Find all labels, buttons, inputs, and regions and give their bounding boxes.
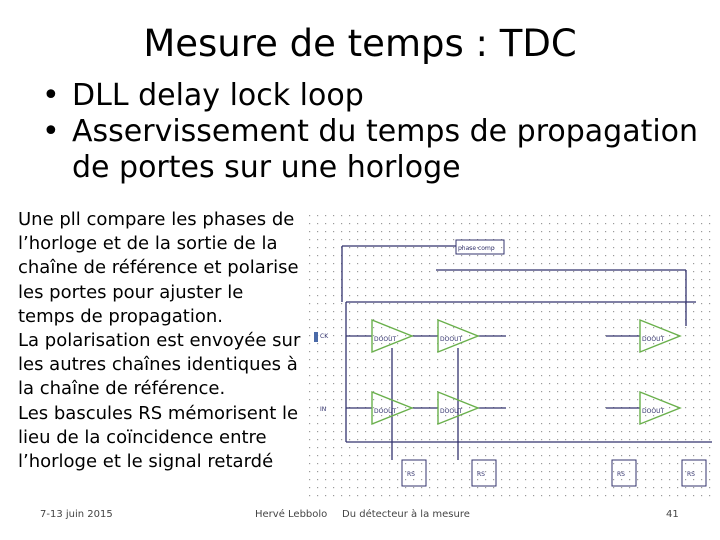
footer-topic: Du détecteur à la mesure [342,509,470,520]
buffer-label: DOOUT [642,336,665,343]
description-line: les autres chaînes identiques à [18,354,298,376]
pin-marker [314,332,318,342]
footer-author: Hervé Lebbolo [255,509,328,520]
bullet-dot: • [42,78,60,113]
description-line: lieu de la coïncidence entre [18,426,267,448]
buffer-label: DOOUT [374,336,397,343]
buffer-label: DOOUT [440,408,463,415]
bullet-text: Asservissement du temps de propagation [72,114,699,149]
description-line: Les bascules RS mémorisent le [18,402,299,424]
buffer-label: DOOUT [642,408,665,415]
slide-title: Mesure de temps : TDC [143,22,577,65]
description-line: La polarisation est envoyée sur [18,330,301,352]
rs-latch-label: RS [477,471,485,478]
description-line: temps de propagation. [18,305,223,327]
phase-comparator-label: phase comp [458,245,495,252]
bullet-item [42,114,712,186]
dll-schematic [306,212,712,500]
description-line: chaîne de référence et polarise [18,257,299,279]
description-line: les portes pour ajuster le [18,281,244,303]
page-number: 41 [666,509,679,520]
description-line: l’horloge et le signal retardé [18,451,274,473]
rs-latch-label: RS [407,471,415,478]
schematic-grid [306,212,712,500]
footer-date: 7-13 juin 2015 [40,509,113,520]
pin-label: IN [320,406,327,413]
description-line: Une pll compare les phases de [18,209,295,230]
rs-latch-label: RS [687,471,695,478]
rs-latch-label: RS [617,471,625,478]
buffer-label: DOOUT [374,408,397,415]
bullet-item [42,78,712,114]
bullet-dot: • [42,114,60,149]
pin-label: CK [320,333,329,340]
description-text [18,208,318,474]
description-line: l’horloge et de la sortie de la [18,233,278,255]
bullet-text: DLL delay lock loop [72,78,364,113]
description-line: la chaîne de référence. [18,378,226,400]
bullet-list [42,78,712,186]
bullet-text-continued: de portes sur une horloge [72,150,461,185]
buffer-label: DOOUT [440,336,463,343]
